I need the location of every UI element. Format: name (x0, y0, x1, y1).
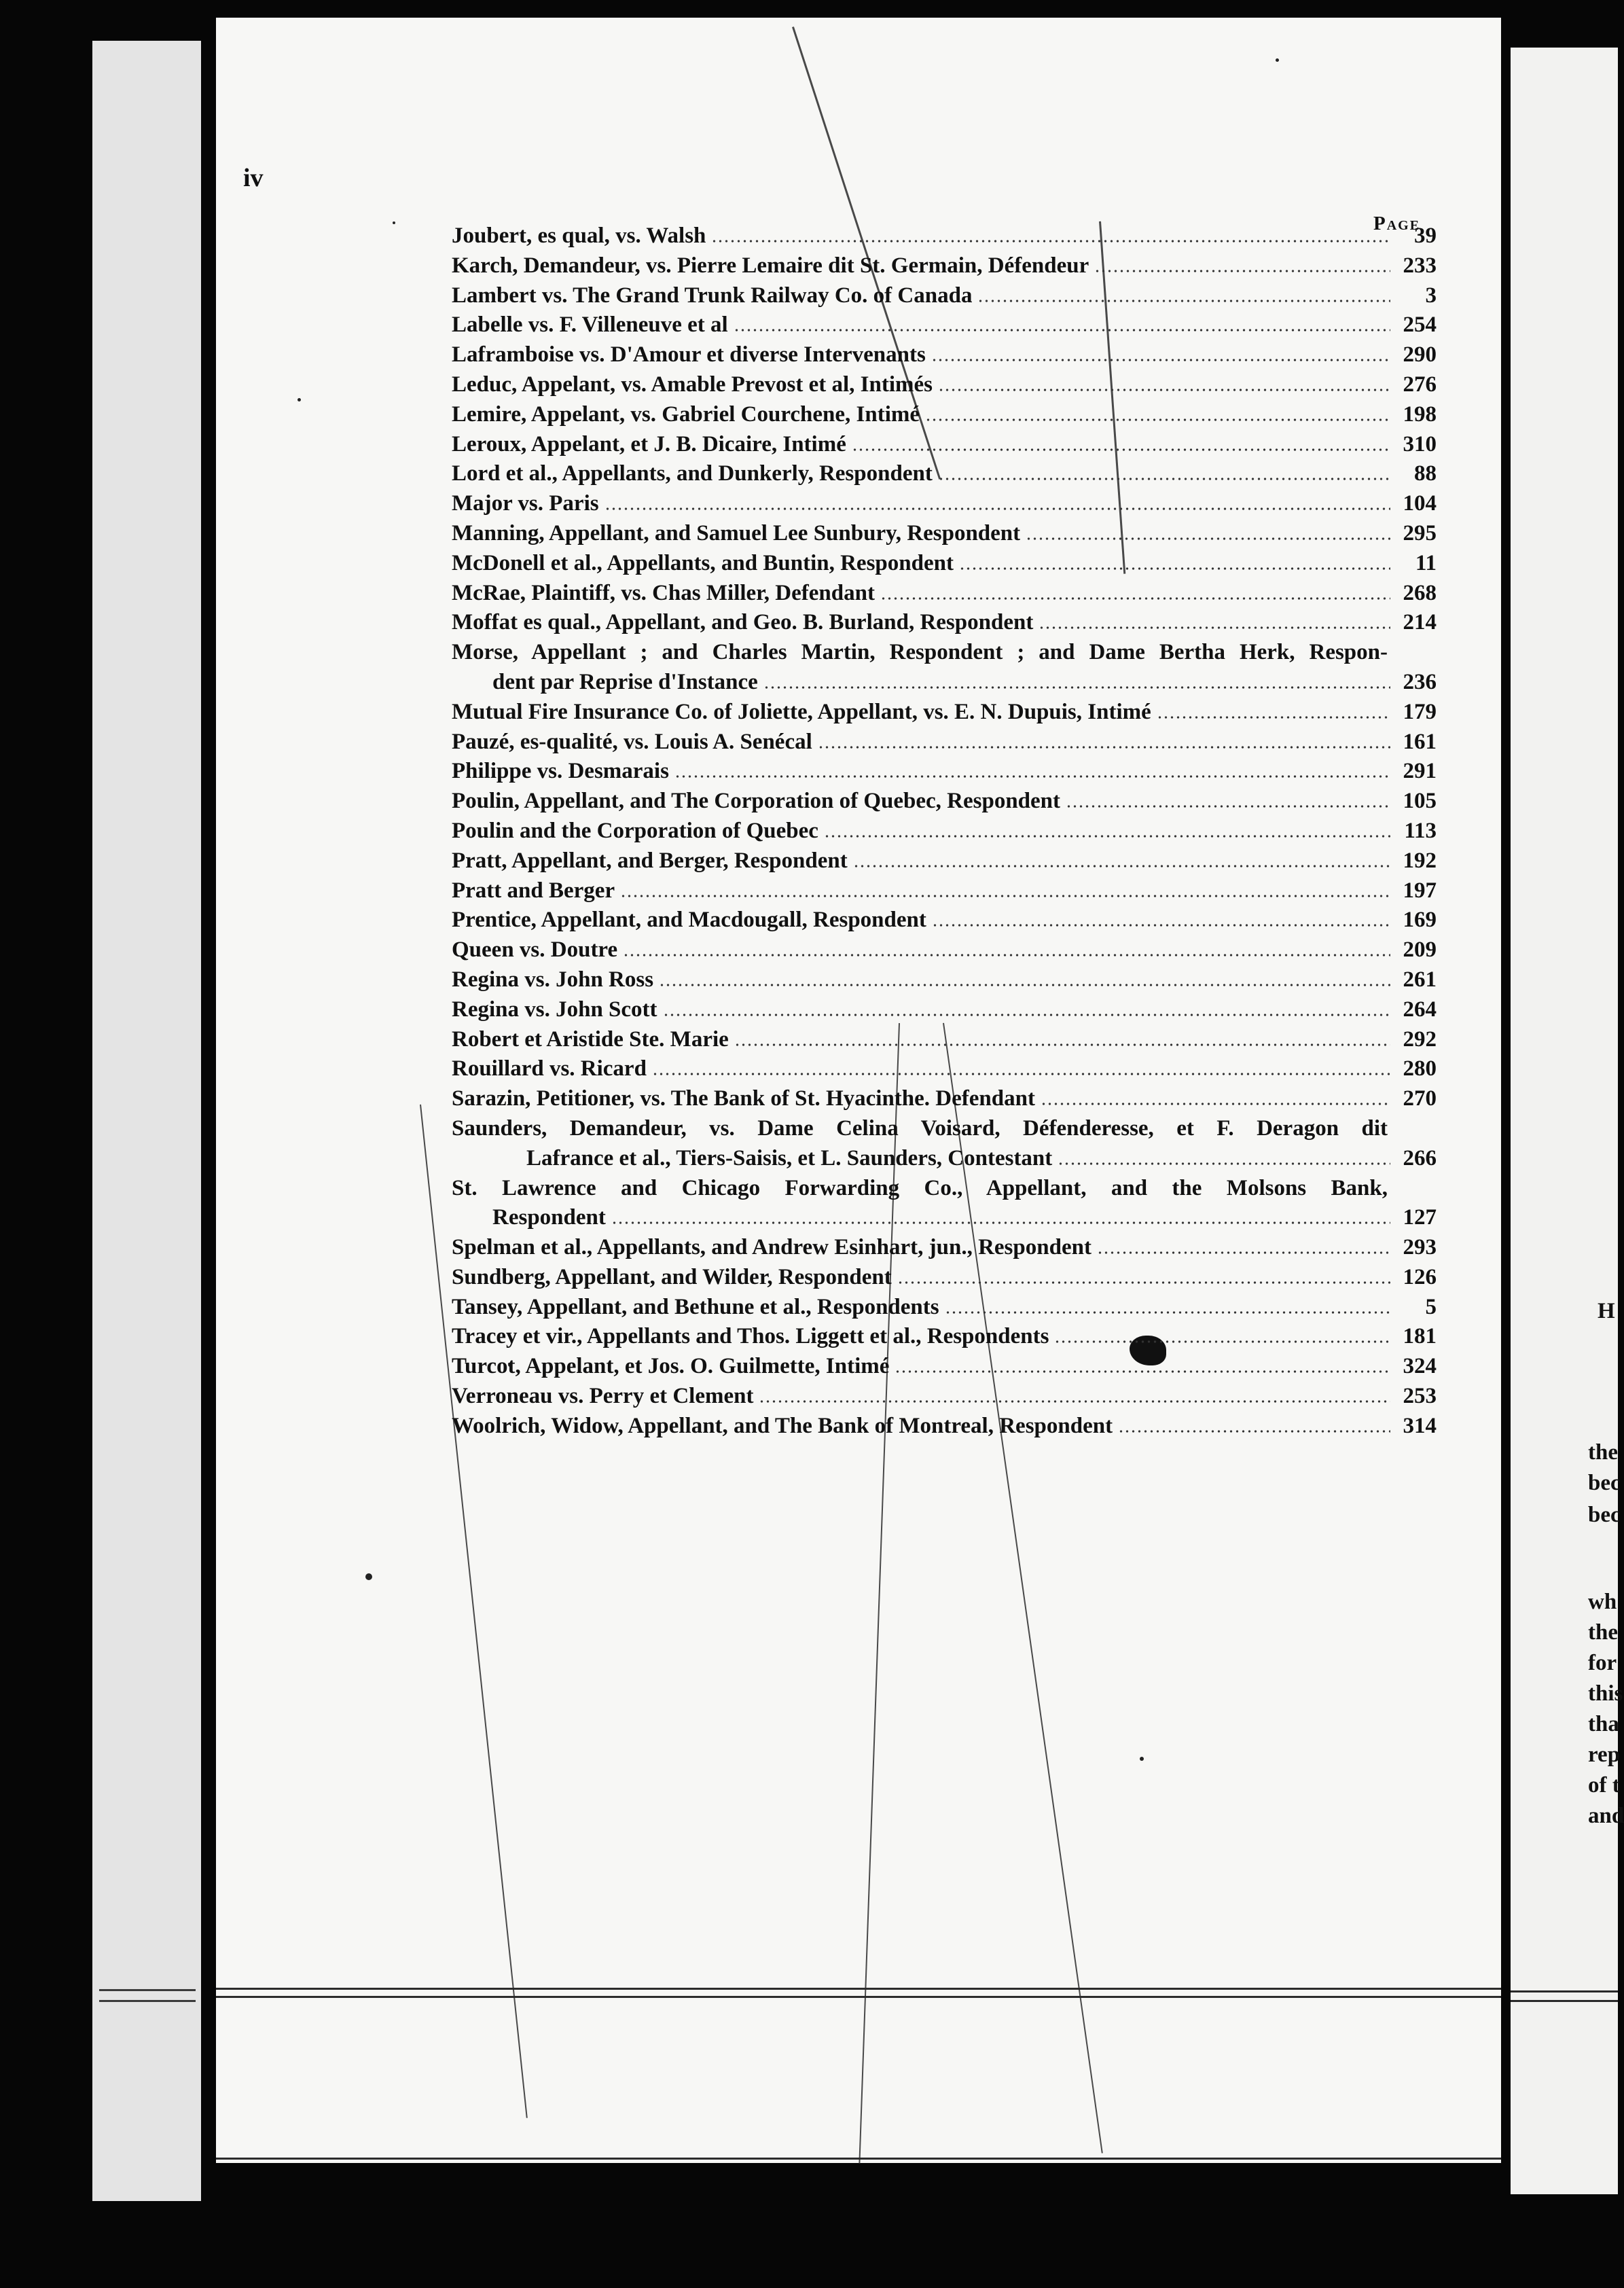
toc-entry-title: McDonell et al., Appellants, and Buntin, Respondent (452, 550, 954, 575)
toc-entry-title: Respondent (492, 1205, 606, 1230)
toc-entry (452, 668, 1437, 698)
scan-fleck (297, 398, 301, 401)
dot-leader (880, 597, 1390, 600)
facing-page-fragment: H (1598, 1299, 1615, 1323)
toc-entry (452, 400, 1437, 430)
facing-page-fragment: the (1588, 1440, 1618, 1465)
toc-entry-page: 126 (1403, 1264, 1437, 1289)
toc-entry (452, 251, 1437, 281)
dot-leader (1041, 1103, 1390, 1105)
toc-entry-title: Turcot, Appelant, et Jos. O. Guilmette, Intimé (452, 1354, 890, 1379)
dot-leader (853, 865, 1390, 868)
toc-entry (452, 1382, 1437, 1412)
dot-leader (938, 478, 1390, 480)
toc-entry-page: 310 (1403, 431, 1437, 457)
page-rule (216, 1988, 1501, 1990)
toc-entry (452, 489, 1437, 519)
toc-entry-page: 290 (1403, 342, 1437, 368)
toc-entry (452, 1233, 1437, 1263)
facing-page-fragment: bec (1588, 1503, 1621, 1527)
toc-entry-title: Mutual Fire Insurance Co. of Joliette, Appellant, vs. E. N. Dupuis, Intimé (452, 699, 1151, 724)
toc-entry-title: dent par Reprise d'Instance (492, 669, 758, 694)
page-folio: iv (243, 164, 264, 192)
dot-leader (1094, 270, 1390, 272)
toc-entry (452, 638, 1437, 668)
toc-entry-title: Verroneau vs. Perry et Clement (452, 1384, 754, 1409)
toc-entry-title: Joubert, es qual, vs. Walsh (452, 224, 706, 248)
facing-page-fragment: for (1588, 1651, 1617, 1675)
toc-entry-title: Poulin and the Corporation of Quebec (452, 818, 818, 843)
toc-entry-title: Poulin, Appellant, and The Corporation of Quebec, Respondent (452, 789, 1061, 814)
toc-entry-page: 280 (1403, 1056, 1437, 1082)
dot-leader (711, 240, 1390, 243)
toc-entry-title: Sarazin, Petitioner, vs. The Bank of St. Hyacinthe. Defendant (452, 1086, 1035, 1111)
toc-entry-page: 169 (1403, 908, 1437, 933)
dot-leader (931, 359, 1390, 361)
facing-page-fragment: bec (1588, 1471, 1621, 1495)
toc-entry (452, 1144, 1437, 1174)
toc-entry (452, 1322, 1437, 1352)
toc-entry (452, 1203, 1437, 1233)
toc-entry-title: Morse, Appellant ; and Charles Martin, Respondent ; and Dame Bertha Herk, Respon- (452, 640, 1388, 665)
toc-entry-page: 179 (1403, 699, 1437, 724)
toc-entry-title: Pauzé, es-qualité, vs. Louis A. Senécal (452, 729, 812, 754)
dot-leader (663, 1014, 1390, 1016)
dot-leader (938, 389, 1390, 391)
dot-leader (623, 954, 1390, 957)
toc-entry-title: Moffat es qual., Appellant, and Geo. B. Burland, Respondent (452, 610, 1034, 635)
toc-entry-page: 5 (1425, 1294, 1437, 1319)
dot-leader (734, 329, 1390, 332)
toc-entry (452, 221, 1437, 251)
dot-leader (1058, 1162, 1390, 1165)
facing-page-fragment: of t (1588, 1773, 1620, 1798)
toc-entry (452, 1412, 1437, 1442)
page-rule (216, 1996, 1501, 1998)
left-page-edge (92, 41, 201, 2201)
left-edge-rule (99, 2000, 196, 2002)
toc-entry-page: 181 (1403, 1324, 1437, 1349)
dot-leader (763, 686, 1390, 689)
left-edge-rule (99, 1989, 196, 1991)
facing-page-fragment: the (1588, 1620, 1618, 1645)
facing-page-fragment: this (1588, 1681, 1623, 1706)
dot-leader (932, 924, 1390, 927)
toc-entry (452, 995, 1437, 1025)
toc-entry-page: 293 (1403, 1235, 1437, 1260)
toc-entry-page: 291 (1403, 759, 1437, 784)
toc-entry-title: Lord et al., Appellants, and Dunkerly, Respondent (452, 461, 933, 486)
toc-entry-page: 198 (1403, 401, 1437, 427)
toc-entry (452, 310, 1437, 340)
dot-leader (1097, 1251, 1390, 1254)
dot-leader (620, 895, 1390, 897)
dot-leader (959, 567, 1390, 570)
toc-entry-page: 192 (1403, 848, 1437, 873)
table-of-contents (452, 221, 1437, 1442)
toc-entry-page: 314 (1403, 1413, 1437, 1438)
scan-fleck (365, 1573, 372, 1580)
toc-entry (452, 579, 1437, 609)
toc-entry (452, 787, 1437, 817)
toc-entry-title: Philippe vs. Desmarais (452, 759, 669, 784)
toc-entry-title: Queen vs. Doutre (452, 937, 618, 963)
toc-entry-title: Labelle vs. F. Villeneuve et al (452, 312, 728, 338)
dot-leader (759, 1400, 1390, 1403)
toc-entry-title: Leduc, Appelant, vs. Amable Prevost et al, Intimés (452, 372, 933, 397)
toc-entry (452, 757, 1437, 787)
toc-entry-page: 233 (1403, 253, 1437, 278)
page-column-header: Page (1373, 213, 1421, 234)
toc-entry-page: 254 (1403, 312, 1437, 338)
toc-entry-page: 270 (1403, 1086, 1437, 1111)
toc-entry-page: 292 (1403, 1026, 1437, 1052)
toc-entry-page: 209 (1403, 937, 1437, 963)
toc-entry (452, 1352, 1437, 1382)
dot-leader (852, 448, 1390, 451)
toc-entry (452, 876, 1437, 906)
dot-leader (659, 984, 1390, 986)
toc-entry-page: 127 (1403, 1205, 1437, 1230)
toc-entry (452, 549, 1437, 579)
toc-entry (452, 370, 1437, 400)
toc-entry (452, 817, 1437, 846)
scan-fleck (1276, 58, 1279, 62)
toc-entry-title: Pratt, Appellant, and Berger, Respondent (452, 848, 848, 873)
toc-entry (452, 281, 1437, 311)
toc-entry (452, 965, 1437, 995)
scan-fleck (393, 221, 395, 224)
toc-entry-page: 295 (1403, 520, 1437, 546)
toc-entry-title: Prentice, Appellant, and Macdougall, Respondent (452, 908, 926, 933)
toc-entry-page: 264 (1403, 997, 1437, 1022)
toc-entry-page: 197 (1403, 878, 1437, 903)
toc-entry-title: Karch, Demandeur, vs. Pierre Lemaire dit St. Germain, Défendeur (452, 253, 1089, 278)
facing-page-fragment: wh (1588, 1590, 1617, 1614)
toc-entry-page: 266 (1403, 1145, 1437, 1170)
toc-entry (452, 1084, 1437, 1114)
dot-leader (945, 1311, 1390, 1314)
right-edge-rule (1511, 1990, 1618, 1992)
toc-entry-page: 161 (1403, 729, 1437, 754)
dot-leader (897, 1281, 1390, 1284)
toc-entry-title: Sundberg, Appellant, and Wilder, Respondent (452, 1264, 892, 1289)
right-edge-rule (1511, 2000, 1618, 2002)
toc-entry-title: Pratt and Berger (452, 878, 615, 903)
toc-entry (452, 519, 1437, 549)
toc-entry-page: 105 (1403, 789, 1437, 814)
toc-entry-title: Spelman et al., Appellants, and Andrew Esinhart, jun., Respondent (452, 1235, 1091, 1260)
facing-page-fragment: tha (1588, 1712, 1619, 1736)
dot-leader (611, 1221, 1390, 1224)
toc-entry-page: 268 (1403, 580, 1437, 605)
toc-entry-title: St. Lawrence and Chicago Forwarding Co., Appellant, and the Molsons Bank, (452, 1175, 1388, 1200)
toc-entry-title: Major vs. Paris (452, 491, 599, 516)
dot-leader (674, 775, 1390, 778)
dot-leader (925, 418, 1390, 421)
toc-entry-page: 324 (1403, 1354, 1437, 1379)
toc-entry-page: 261 (1403, 967, 1437, 992)
toc-entry-title: McRae, Plaintiff, vs. Chas Miller, Defendant (452, 580, 875, 605)
toc-entry (452, 1054, 1437, 1084)
toc-entry-page: 88 (1414, 461, 1437, 486)
toc-entry (452, 1025, 1437, 1055)
dot-leader (734, 1043, 1390, 1046)
toc-entry-page: 11 (1415, 550, 1437, 575)
toc-entry-title: Tracey et vir., Appellants and Thos. Liggett et al., Respondents (452, 1324, 1049, 1349)
toc-entry (452, 608, 1437, 638)
toc-entry-title: Robert et Aristide Ste. Marie (452, 1026, 729, 1052)
toc-entry-page: 104 (1403, 491, 1437, 516)
toc-entry-page: 3 (1425, 283, 1437, 308)
scan-fleck (1140, 1757, 1144, 1761)
right-page-edge (1511, 48, 1621, 2194)
toc-entry (452, 698, 1437, 728)
toc-entry-title: Lemire, Appelant, vs. Gabriel Courchene, Intimé (452, 401, 920, 427)
dot-leader (652, 1073, 1390, 1075)
dot-leader (1026, 537, 1390, 540)
toc-entry-title: Laframboise vs. D'Amour et diverse Intervenants (452, 342, 926, 368)
dot-leader (1054, 1340, 1390, 1343)
toc-entry-page: 236 (1403, 669, 1437, 694)
toc-entry-title: Regina vs. John Scott (452, 997, 657, 1022)
dot-leader (605, 507, 1390, 510)
toc-entry-title: Manning, Appellant, and Samuel Lee Sunbury, Respondent (452, 520, 1021, 546)
toc-entry-page: 253 (1403, 1384, 1437, 1409)
toc-entry (452, 459, 1437, 489)
toc-entry (452, 906, 1437, 935)
facing-page-fragment: and (1588, 1804, 1624, 1828)
toc-entry-page: 214 (1403, 610, 1437, 635)
toc-entry (452, 846, 1437, 876)
dot-leader (977, 300, 1390, 302)
toc-entry-page: 113 (1404, 818, 1437, 843)
toc-entry (452, 340, 1437, 370)
dot-leader (1066, 805, 1390, 808)
toc-entry (452, 935, 1437, 965)
toc-entry (452, 1174, 1437, 1204)
dot-leader (895, 1370, 1390, 1373)
toc-entry-title: Tansey, Appellant, and Bethune et al., Respondents (452, 1294, 939, 1319)
toc-entry-title: Leroux, Appelant, et J. B. Dicaire, Intimé (452, 431, 846, 457)
toc-entry-title: Lambert vs. The Grand Trunk Railway Co. of Canada (452, 283, 973, 308)
toc-entry-title: Woolrich, Widow, Appellant, and The Bank of Montreal, Respondent (452, 1413, 1113, 1438)
toc-entry (452, 728, 1437, 757)
dot-leader (818, 746, 1390, 749)
toc-entry (452, 1293, 1437, 1323)
toc-entry (452, 430, 1437, 460)
toc-entry-page: 39 (1414, 224, 1437, 248)
toc-entry (452, 1263, 1437, 1293)
toc-entry-title: Regina vs. John Ross (452, 967, 654, 992)
toc-entry-title: Saunders, Demandeur, vs. Dame Celina Voisard, Défenderesse, et F. Deragon dit (452, 1115, 1388, 1141)
toc-entry-title: Lafrance et al., Tiers-Saisis, et L. Saunders, Contestant (526, 1145, 1053, 1170)
dot-leader (824, 835, 1390, 838)
dot-leader (1039, 626, 1390, 629)
dot-leader (1118, 1430, 1390, 1433)
toc-entry (452, 1114, 1437, 1144)
toc-entry-page: 276 (1403, 372, 1437, 397)
toc-entry-title: Rouillard vs. Ricard (452, 1056, 647, 1082)
facing-page-fragment: rep (1588, 1742, 1621, 1767)
dot-leader (1157, 716, 1390, 719)
